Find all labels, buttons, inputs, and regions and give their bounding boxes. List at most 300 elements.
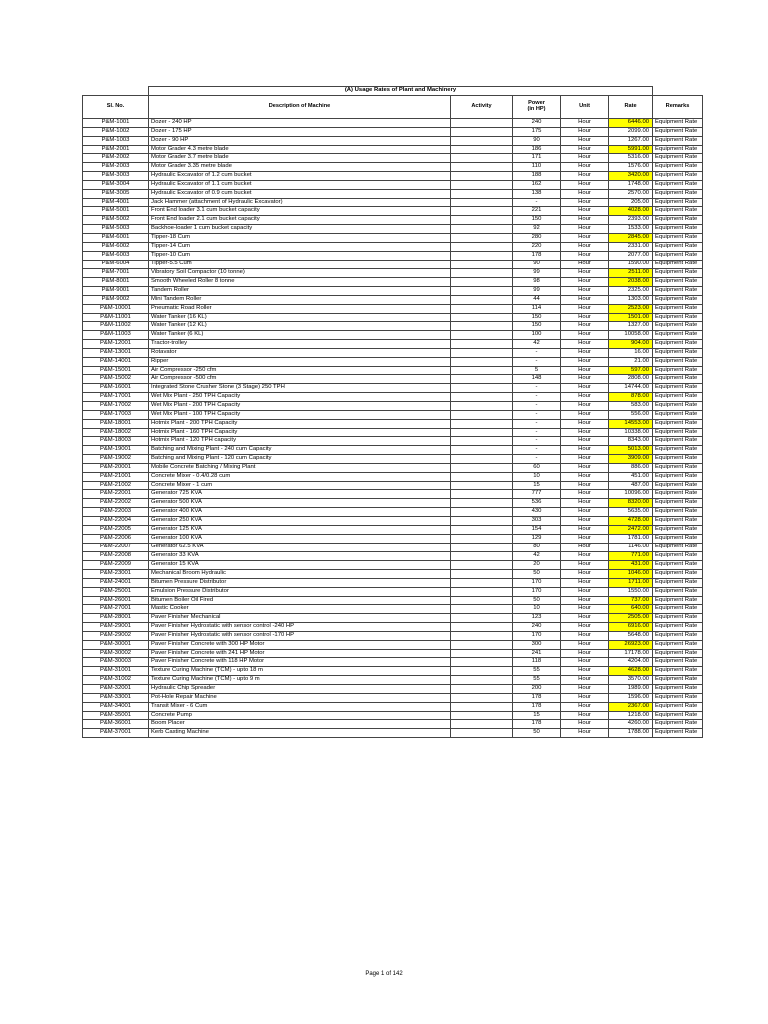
cell-remarks: Equipment Rate (653, 287, 703, 296)
cell-unit: Hour (561, 720, 609, 729)
table-row (83, 720, 703, 729)
cell-rate: 597.00 (609, 366, 653, 375)
cell-remarks: Equipment Rate (653, 614, 703, 623)
table-row (83, 216, 703, 225)
cell-remarks: Equipment Rate (653, 720, 703, 729)
cell-rate: 1550.00 (609, 587, 653, 596)
table-row (83, 490, 703, 499)
cell-unit: Hour (561, 366, 609, 375)
cell-activity (451, 578, 513, 587)
cell-description: Hotmix Plant - 160 TPH Capacity (149, 428, 451, 437)
cell-description: Generator 33 KVA (149, 552, 451, 561)
table-row (83, 287, 703, 296)
cell-activity (451, 693, 513, 702)
cell-remarks: Equipment Rate (653, 172, 703, 181)
cell-activity (451, 225, 513, 234)
cell-activity (451, 525, 513, 534)
cell-description: Wet Mix Plant - 200 TPH Capacity (149, 402, 451, 411)
table-row (83, 676, 703, 685)
cell-activity (451, 119, 513, 128)
cell-description: Mobile Concrete Batching / Mixing Plant (149, 463, 451, 472)
cell-power: 42 (513, 552, 561, 561)
cell-remarks: Equipment Rate (653, 189, 703, 198)
cell-unit: Hour (561, 251, 609, 260)
cell-power: 92 (513, 225, 561, 234)
cell-unit: Hour (561, 278, 609, 287)
cell-activity (451, 490, 513, 499)
cell-description: Smooth Wheeled Roller 8 tonne (149, 278, 451, 287)
cell-sl-no: P&M-36001 (83, 720, 149, 729)
cell-description: Tractor-trolley (149, 340, 451, 349)
cell-power: 138 (513, 189, 561, 198)
cell-unit: Hour (561, 154, 609, 163)
cell-remarks: Equipment Rate (653, 375, 703, 384)
table-row (83, 472, 703, 481)
cell-remarks: Equipment Rate (653, 711, 703, 720)
cell-activity (451, 136, 513, 145)
cell-rate: 2393.00 (609, 216, 653, 225)
cell-rate: 1781.00 (609, 534, 653, 543)
cell-activity (451, 287, 513, 296)
cell-description: Batching and Mixing Plant - 240 cum Capacity (149, 446, 451, 455)
cell-description: Hotmix Plant - 200 TPH Capacity (149, 419, 451, 428)
cell-sl-no: P&M-30001 (83, 640, 149, 649)
cell-sl-no: P&M-5002 (83, 216, 149, 225)
cell-rate: 3420.00 (609, 172, 653, 181)
cell-description: Tipper-18 Cum (149, 233, 451, 242)
cell-rate: 2038.00 (609, 278, 653, 287)
cell-unit: Hour (561, 508, 609, 517)
cell-unit: Hour (561, 233, 609, 242)
table-row (83, 163, 703, 172)
table-row (83, 154, 703, 163)
cell-rate: 1046.00 (609, 570, 653, 579)
cell-sl-no: P&M-19001 (83, 446, 149, 455)
cell-unit: Hour (561, 348, 609, 357)
cell-description: Generator 62.5 KVA (149, 543, 451, 552)
table-row (83, 180, 703, 189)
table-row (83, 322, 703, 331)
table-row (83, 119, 703, 128)
table-row (83, 525, 703, 534)
cell-activity (451, 711, 513, 720)
cell-unit: Hour (561, 631, 609, 640)
cell-rate: 1146.00 (609, 543, 653, 552)
cell-remarks: Equipment Rate (653, 340, 703, 349)
cell-rate: 1590.00 (609, 260, 653, 269)
cell-remarks: Equipment Rate (653, 269, 703, 278)
cell-power: 221 (513, 207, 561, 216)
cell-sl-no: P&M-11001 (83, 313, 149, 322)
cell-remarks: Equipment Rate (653, 455, 703, 464)
cell-rate: 1218.00 (609, 711, 653, 720)
cell-sl-no: P&M-31001 (83, 667, 149, 676)
cell-sl-no: P&M-11002 (83, 322, 149, 331)
cell-power: 5 (513, 366, 561, 375)
cell-unit: Hour (561, 313, 609, 322)
cell-activity (451, 410, 513, 419)
cell-rate: 487.00 (609, 481, 653, 490)
cell-power: 162 (513, 180, 561, 189)
cell-rate: 17178.00 (609, 649, 653, 658)
table-row (83, 198, 703, 207)
cell-remarks: Equipment Rate (653, 587, 703, 596)
cell-description: Backhoe-loader 1 cum bucket capacity (149, 225, 451, 234)
cell-sl-no: P&M-21002 (83, 481, 149, 490)
table-row (83, 614, 703, 623)
cell-description: Generator 400 KVA (149, 508, 451, 517)
table-row (83, 233, 703, 242)
cell-activity (451, 570, 513, 579)
table-row (83, 437, 703, 446)
cell-unit: Hour (561, 463, 609, 472)
cell-unit: Hour (561, 525, 609, 534)
cell-rate: 5635.00 (609, 508, 653, 517)
cell-rate: 2331.00 (609, 242, 653, 251)
cell-power: - (513, 455, 561, 464)
cell-sl-no: P&M-8001 (83, 278, 149, 287)
cell-unit: Hour (561, 640, 609, 649)
cell-rate: 2325.00 (609, 287, 653, 296)
cell-power: 175 (513, 127, 561, 136)
table-row (83, 623, 703, 632)
cell-description: Jack Hammer (attachment of Hydraulic Excavator) (149, 198, 451, 207)
table-row (83, 587, 703, 596)
cell-unit: Hour (561, 145, 609, 154)
cell-sl-no: P&M-13001 (83, 348, 149, 357)
cell-activity (451, 189, 513, 198)
cell-rate: 16.00 (609, 348, 653, 357)
cell-power: 300 (513, 640, 561, 649)
cell-unit: Hour (561, 119, 609, 128)
cell-sl-no: P&M-37001 (83, 729, 149, 738)
table-row (83, 446, 703, 455)
cell-remarks: Equipment Rate (653, 640, 703, 649)
cell-description: Water Tanker (12 KL) (149, 322, 451, 331)
cell-unit: Hour (561, 667, 609, 676)
cell-power: 50 (513, 570, 561, 579)
cell-power: 55 (513, 676, 561, 685)
table-row (83, 455, 703, 464)
cell-description: Mechanical Broom Hydraulic (149, 570, 451, 579)
cell-activity (451, 172, 513, 181)
cell-unit: Hour (561, 225, 609, 234)
cell-description: Water Tanker (16 KL) (149, 313, 451, 322)
table-row (83, 534, 703, 543)
cell-activity (451, 198, 513, 207)
cell-power: 20 (513, 561, 561, 570)
cell-rate: 1327.00 (609, 322, 653, 331)
cell-description: Generator 725 KVA (149, 490, 451, 499)
cell-sl-no: P&M-21001 (83, 472, 149, 481)
cell-power: 536 (513, 499, 561, 508)
cell-unit: Hour (561, 623, 609, 632)
power-header-line1: Power (528, 100, 545, 107)
table-row (83, 242, 703, 251)
cell-description: Front End loader 2.1 cum bucket capacity (149, 216, 451, 225)
cell-power: 430 (513, 508, 561, 517)
table-row (83, 340, 703, 349)
cell-remarks: Equipment Rate (653, 596, 703, 605)
cell-activity (451, 331, 513, 340)
cell-rate: 1989.00 (609, 685, 653, 694)
cell-activity (451, 233, 513, 242)
cell-description: Paver Finisher Mechanical (149, 614, 451, 623)
cell-remarks: Equipment Rate (653, 233, 703, 242)
cell-remarks: Equipment Rate (653, 119, 703, 128)
cell-power: 170 (513, 587, 561, 596)
cell-activity (451, 481, 513, 490)
cell-rate: 10096.00 (609, 490, 653, 499)
cell-activity (451, 614, 513, 623)
cell-sl-no: P&M-12001 (83, 340, 149, 349)
cell-sl-no: P&M-1002 (83, 127, 149, 136)
cell-rate: 2099.00 (609, 127, 653, 136)
cell-rate: 2472.00 (609, 525, 653, 534)
cell-unit: Hour (561, 295, 609, 304)
cell-description: Paver Finisher Hydrostatic with sensor control -240 HP (149, 623, 451, 632)
cell-power: 44 (513, 295, 561, 304)
cell-activity (451, 649, 513, 658)
table-row (83, 428, 703, 437)
cell-activity (451, 561, 513, 570)
cell-sl-no: P&M-5001 (83, 207, 149, 216)
cell-remarks: Equipment Rate (653, 490, 703, 499)
cell-rate: 2523.00 (609, 304, 653, 313)
cell-activity (451, 127, 513, 136)
table-row (83, 269, 703, 278)
cell-sl-no: P&M-11003 (83, 331, 149, 340)
cell-unit: Hour (561, 587, 609, 596)
cell-description: Motor Grader 3.35 metre blade (149, 163, 451, 172)
cell-rate: 2808.00 (609, 375, 653, 384)
cell-sl-no: P&M-1001 (83, 119, 149, 128)
cell-rate: 451.00 (609, 472, 653, 481)
table-row (83, 649, 703, 658)
cell-power: 10 (513, 605, 561, 614)
cell-unit: Hour (561, 127, 609, 136)
cell-power: 90 (513, 136, 561, 145)
cell-power: - (513, 357, 561, 366)
cell-power: 280 (513, 233, 561, 242)
cell-description: Hotmix Plant - 120 TPH capacity (149, 437, 451, 446)
cell-remarks: Equipment Rate (653, 508, 703, 517)
cell-power: 171 (513, 154, 561, 163)
cell-power: 170 (513, 578, 561, 587)
cell-unit: Hour (561, 393, 609, 402)
cell-activity (451, 269, 513, 278)
cell-activity (451, 587, 513, 596)
cell-description: Generator 250 KVA (149, 516, 451, 525)
cell-description: Motor Grader 3.7 metre blade (149, 154, 451, 163)
cell-activity (451, 295, 513, 304)
cell-remarks: Equipment Rate (653, 180, 703, 189)
cell-unit: Hour (561, 340, 609, 349)
cell-remarks: Equipment Rate (653, 136, 703, 145)
cell-sl-no: P&M-22005 (83, 525, 149, 534)
cell-rate: 556.00 (609, 410, 653, 419)
cell-description: Transit Mixer - 6 Cum (149, 702, 451, 711)
table-title: (A) Usage Rates of Plant and Machinery (149, 87, 653, 96)
cell-remarks: Equipment Rate (653, 207, 703, 216)
cell-remarks: Equipment Rate (653, 481, 703, 490)
cell-sl-no: P&M-6002 (83, 242, 149, 251)
cell-rate: 6446.00 (609, 119, 653, 128)
cell-activity (451, 667, 513, 676)
cell-power: 15 (513, 481, 561, 490)
cell-activity (451, 729, 513, 738)
cell-sl-no: P&M-3003 (83, 172, 149, 181)
cell-remarks: Equipment Rate (653, 446, 703, 455)
cell-unit: Hour (561, 552, 609, 561)
cell-sl-no: P&M-26001 (83, 596, 149, 605)
cell-sl-no: P&M-25001 (83, 587, 149, 596)
cell-description: Concrete Mixer - 0.4/0.28 cum (149, 472, 451, 481)
cell-unit: Hour (561, 136, 609, 145)
cell-remarks: Equipment Rate (653, 419, 703, 428)
table-row (83, 640, 703, 649)
table-row (83, 481, 703, 490)
cell-unit: Hour (561, 189, 609, 198)
rates-sheet (82, 86, 703, 738)
cell-activity (451, 640, 513, 649)
col-header-activity: Activity (451, 96, 513, 119)
cell-power: - (513, 384, 561, 393)
cell-unit: Hour (561, 561, 609, 570)
cell-remarks: Equipment Rate (653, 667, 703, 676)
cell-rate: 4728.00 (609, 516, 653, 525)
cell-rate: 6916.00 (609, 623, 653, 632)
cell-rate: 4028.00 (609, 207, 653, 216)
cell-rate: 26923.00 (609, 640, 653, 649)
cell-unit: Hour (561, 605, 609, 614)
cell-remarks: Equipment Rate (653, 543, 703, 552)
cell-rate: 1711.00 (609, 578, 653, 587)
table-row (83, 499, 703, 508)
cell-remarks: Equipment Rate (653, 605, 703, 614)
table-row (83, 631, 703, 640)
table-row (83, 251, 703, 260)
cell-remarks: Equipment Rate (653, 295, 703, 304)
table-row (83, 543, 703, 552)
cell-activity (451, 702, 513, 711)
cell-activity (451, 455, 513, 464)
cell-remarks: Equipment Rate (653, 322, 703, 331)
cell-rate: 1748.00 (609, 180, 653, 189)
cell-remarks: Equipment Rate (653, 516, 703, 525)
cell-power: 118 (513, 658, 561, 667)
cell-unit: Hour (561, 180, 609, 189)
cell-rate: 8320.00 (609, 499, 653, 508)
cell-sl-no: P&M-31002 (83, 676, 149, 685)
cell-power: 186 (513, 145, 561, 154)
cell-remarks: Equipment Rate (653, 570, 703, 579)
cell-unit: Hour (561, 384, 609, 393)
cell-remarks: Equipment Rate (653, 402, 703, 411)
cell-unit: Hour (561, 437, 609, 446)
table-row (83, 384, 703, 393)
cell-power: - (513, 348, 561, 357)
cell-description: Paver Finisher Concrete with 300 HP Motor (149, 640, 451, 649)
cell-activity (451, 463, 513, 472)
cell-activity (451, 516, 513, 525)
cell-description: Tipper-14 Cum (149, 242, 451, 251)
table-row (83, 357, 703, 366)
cell-description: Motor Grader 4.3 metre blade (149, 145, 451, 154)
cell-activity (451, 472, 513, 481)
cell-description: Paver Finisher Hydrostatic with sensor control -170 HP (149, 631, 451, 640)
cell-unit: Hour (561, 287, 609, 296)
cell-unit: Hour (561, 649, 609, 658)
cell-power: 100 (513, 331, 561, 340)
cell-activity (451, 402, 513, 411)
cell-unit: Hour (561, 693, 609, 702)
table-row (83, 304, 703, 313)
cell-power: 10 (513, 472, 561, 481)
cell-unit: Hour (561, 198, 609, 207)
cell-remarks: Equipment Rate (653, 472, 703, 481)
cell-unit: Hour (561, 711, 609, 720)
cell-sl-no: P&M-1003 (83, 136, 149, 145)
cell-remarks: Equipment Rate (653, 685, 703, 694)
cell-power: 241 (513, 649, 561, 658)
table-row (83, 127, 703, 136)
cell-description: Air Compressor -250 cfm (149, 366, 451, 375)
cell-description: Hydraulic Excavator of 1.1 cum bucket (149, 180, 451, 189)
cell-description: Dozer - 240 HP (149, 119, 451, 128)
cell-sl-no: P&M-35001 (83, 711, 149, 720)
cell-activity (451, 393, 513, 402)
cell-description: Paver Finisher Concrete with 241 HP Motor (149, 649, 451, 658)
cell-remarks: Equipment Rate (653, 552, 703, 561)
cell-rate: 14553.00 (609, 419, 653, 428)
cell-activity (451, 499, 513, 508)
cell-activity (451, 623, 513, 632)
cell-remarks: Equipment Rate (653, 163, 703, 172)
cell-unit: Hour (561, 534, 609, 543)
cell-unit: Hour (561, 702, 609, 711)
cell-unit: Hour (561, 163, 609, 172)
cell-rate: 2077.00 (609, 251, 653, 260)
cell-rate: 5648.00 (609, 631, 653, 640)
cell-power: 178 (513, 251, 561, 260)
cell-remarks: Equipment Rate (653, 348, 703, 357)
col-header-power (513, 96, 561, 119)
cell-sl-no: P&M-16001 (83, 384, 149, 393)
cell-unit: Hour (561, 402, 609, 411)
cell-description: Wet Mix Plant - 100 TPH Capacity (149, 410, 451, 419)
cell-power: 148 (513, 375, 561, 384)
cell-rate: 1267.00 (609, 136, 653, 145)
cell-unit: Hour (561, 472, 609, 481)
cell-description: Water Tanker (6 KL) (149, 331, 451, 340)
cell-description: Mastic Cooker (149, 605, 451, 614)
cell-remarks: Equipment Rate (653, 702, 703, 711)
table-row (83, 295, 703, 304)
cell-activity (451, 685, 513, 694)
cell-remarks: Equipment Rate (653, 313, 703, 322)
table-row (83, 570, 703, 579)
cell-sl-no: P&M-24001 (83, 578, 149, 587)
cell-activity (451, 207, 513, 216)
cell-power: 150 (513, 322, 561, 331)
cell-activity (451, 384, 513, 393)
cell-sl-no: P&M-27001 (83, 605, 149, 614)
cell-rate: 21.00 (609, 357, 653, 366)
cell-remarks: Equipment Rate (653, 242, 703, 251)
cell-description: Concrete Mixer - 1 cum (149, 481, 451, 490)
cell-sl-no: P&M-34001 (83, 702, 149, 711)
